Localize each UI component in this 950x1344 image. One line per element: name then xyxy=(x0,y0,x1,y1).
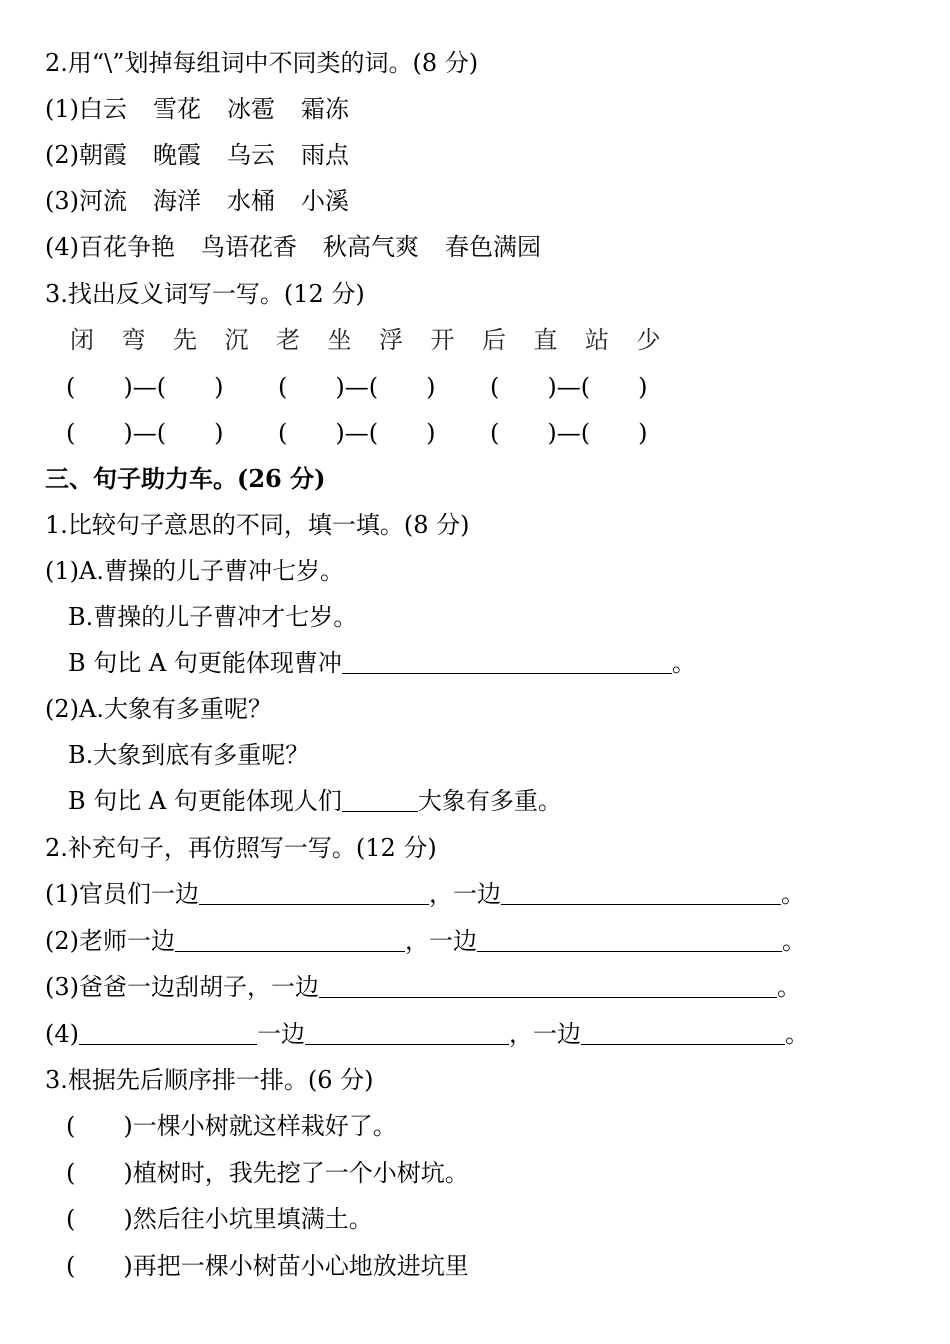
answer-blank[interactable] xyxy=(79,1020,257,1045)
antonym-pair-blank[interactable]: ( )—( ) xyxy=(278,373,436,401)
s1-p2-a: (2)A.大象有多重呢？ xyxy=(45,695,272,723)
order-item: ( )植树时，我先挖了一个小树坑。 xyxy=(66,1159,469,1187)
q3-answer-row-2 xyxy=(66,418,702,448)
s1-title: 1.比较句子意思的不同，填一填。(8 分) xyxy=(45,511,470,539)
q3-char-list: 闭 弯 先 沉 老 坐 浮 开 后 直 站 少 xyxy=(70,326,661,354)
s1-p1-c: B 句比 A 句更能体现曹冲 。 xyxy=(68,649,696,677)
answer-blank[interactable] xyxy=(319,973,777,998)
q3-title: 3.找出反义词写一写。(12 分) xyxy=(45,280,365,308)
q2-row-3: (3)河流 海洋 水桶 小溪 xyxy=(45,187,349,215)
answer-blank[interactable] xyxy=(501,880,781,905)
s2-line-2: (2)老师一边 ，一边 。 xyxy=(45,927,806,955)
s2-line-4: (4) 一边 ，一边 。 xyxy=(45,1020,809,1048)
answer-blank[interactable] xyxy=(175,927,405,952)
answer-blank[interactable] xyxy=(342,787,418,812)
q2-row-2: (2)朝霞 晚霞 乌云 雨点 xyxy=(45,141,349,169)
answer-blank[interactable] xyxy=(342,649,672,674)
answer-blank[interactable] xyxy=(199,880,429,905)
order-item: ( )一棵小树就这样栽好了。 xyxy=(66,1112,397,1140)
s1-p1-a: (1)A.曹操的儿子曹冲七岁。 xyxy=(45,557,344,585)
antonym-pair-blank[interactable]: ( )—( ) xyxy=(490,419,648,447)
antonym-pair-blank[interactable]: ( )—( ) xyxy=(490,373,648,401)
s1-p2-b: B.大象到底有多重呢？ xyxy=(68,741,310,769)
order-item: ( )再把一棵小树苗小心地放进坑里 xyxy=(66,1252,469,1280)
s2-line-1: (1)官员们一边 ，一边 。 xyxy=(45,880,805,908)
s2-line-3: (3)爸爸一边刮胡子，一边 。 xyxy=(45,973,801,1001)
order-item: ( )然后往小坑里填满土。 xyxy=(66,1205,373,1233)
q2-row-4: (4)百花争艳 鸟语花香 秋高气爽 春色满园 xyxy=(45,233,541,261)
s3-title: 3.根据先后顺序排一排。(6 分) xyxy=(45,1066,374,1094)
antonym-pair-blank[interactable]: ( )—( ) xyxy=(278,419,436,447)
s2-title: 2.补充句子，再仿照写一写。(12 分) xyxy=(45,834,437,862)
s1-p2-c: B 句比 A 句更能体现人们 大象有多重。 xyxy=(68,787,562,815)
q3-answer-row-1 xyxy=(66,372,702,402)
antonym-pair-blank[interactable]: ( )—( ) xyxy=(66,419,224,447)
answer-blank[interactable] xyxy=(305,1020,509,1045)
s1-p1-b: B.曹操的儿子曹冲才七岁。 xyxy=(68,603,358,631)
q2-title: 2.用“\”划掉每组词中不同类的词。(8 分) xyxy=(45,49,479,77)
answer-blank[interactable] xyxy=(581,1020,785,1045)
antonym-pair-blank[interactable]: ( )—( ) xyxy=(66,373,224,401)
q2-row-1: (1)白云 雪花 冰雹 霜冻 xyxy=(45,95,349,123)
section-heading: 三、句子助力车。(26 分) xyxy=(45,464,326,493)
answer-blank[interactable] xyxy=(477,927,782,952)
